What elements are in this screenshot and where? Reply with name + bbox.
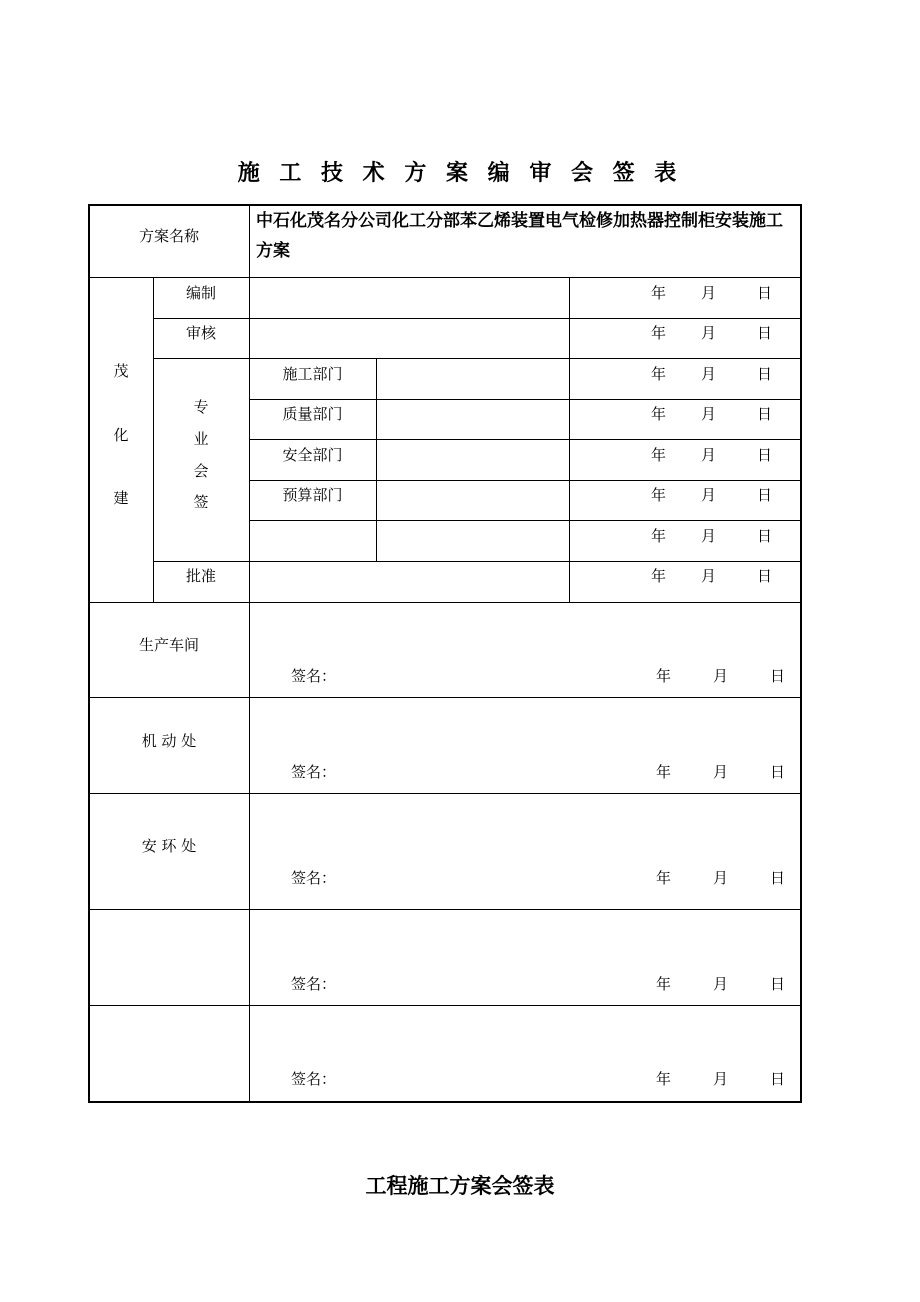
date-day: 日 (770, 763, 786, 781)
signature-label: 签名： (291, 869, 337, 887)
date-month: 月 (701, 365, 717, 383)
org-char: 建 (113, 489, 129, 507)
row-divider (153, 561, 801, 562)
date-year: 年 (651, 284, 667, 302)
date-year: 年 (651, 446, 667, 464)
date-year: 年 (651, 527, 667, 545)
row-divider (249, 399, 801, 400)
countersign-char: 签 (193, 493, 209, 511)
org-char: 化 (113, 426, 129, 444)
date-month: 月 (701, 284, 717, 302)
department-name: 安全部门 (282, 446, 343, 464)
date-day: 日 (757, 567, 773, 585)
row-divider (89, 793, 801, 794)
countersign-char: 会 (193, 462, 209, 480)
next-page-title: 工程施工方案会签表 (365, 1173, 555, 1198)
date-month: 月 (701, 405, 717, 423)
date-day: 日 (770, 975, 786, 993)
date-month: 月 (701, 527, 717, 545)
col-divider (249, 205, 250, 1102)
date-day: 日 (757, 527, 773, 545)
date-month: 月 (713, 869, 729, 887)
scheme-name-value: 中石化茂名分公司化工分部苯乙烯装置电气检修加热器控制柜安装施工方案 (256, 211, 783, 261)
row-divider (89, 1005, 801, 1006)
row-divider (89, 909, 801, 910)
compile-label: 编制 (185, 284, 216, 302)
date-year: 年 (651, 405, 667, 423)
section-label: 生产车间 (138, 636, 199, 654)
section-label: 安 环 处 (141, 837, 197, 855)
review-label: 审核 (185, 324, 216, 342)
col-divider (376, 358, 377, 561)
countersign-char: 业 (193, 430, 209, 448)
date-month: 月 (701, 486, 717, 504)
department-name: 质量部门 (282, 405, 343, 423)
date-day: 日 (770, 1070, 786, 1088)
date-month: 月 (701, 446, 717, 464)
scheme-name-label: 方案名称 (138, 227, 199, 245)
row-divider (153, 318, 801, 319)
form-title: 施 工 技 术 方 案 编 审 会 签 表 (237, 160, 683, 186)
date-month: 月 (701, 567, 717, 585)
org-char: 茂 (113, 362, 129, 380)
countersign-char: 专 (193, 398, 209, 416)
date-day: 日 (757, 324, 773, 342)
signature-label: 签名： (291, 975, 337, 993)
row-divider (249, 439, 801, 440)
department-name: 预算部门 (282, 486, 343, 504)
date-year: 年 (656, 1070, 672, 1088)
date-year: 年 (656, 667, 672, 685)
signature-label: 签名： (291, 763, 337, 781)
date-month: 月 (713, 763, 729, 781)
date-year: 年 (656, 763, 672, 781)
date-month: 月 (713, 1070, 729, 1088)
date-year: 年 (651, 324, 667, 342)
date-day: 日 (757, 486, 773, 504)
date-year: 年 (651, 486, 667, 504)
date-year: 年 (651, 567, 667, 585)
row-divider (89, 697, 801, 698)
date-day: 日 (757, 405, 773, 423)
date-day: 日 (770, 667, 786, 685)
row-divider (249, 480, 801, 481)
signature-label: 签名： (291, 1070, 337, 1088)
date-year: 年 (651, 365, 667, 383)
date-year: 年 (656, 869, 672, 887)
date-day: 日 (757, 365, 773, 383)
row-divider (89, 277, 801, 278)
row-divider (249, 520, 801, 521)
signature-label: 签名： (291, 667, 337, 685)
date-month: 月 (701, 324, 717, 342)
row-divider (89, 602, 801, 603)
section-label: 机 动 处 (141, 732, 197, 750)
date-day: 日 (757, 284, 773, 302)
department-name: 施工部门 (282, 365, 343, 383)
date-day: 日 (770, 869, 786, 887)
date-year: 年 (656, 975, 672, 993)
col-divider (569, 277, 570, 602)
date-month: 月 (713, 667, 729, 685)
row-divider (153, 358, 801, 359)
date-day: 日 (757, 446, 773, 464)
date-month: 月 (713, 975, 729, 993)
approve-label: 批准 (185, 567, 216, 585)
